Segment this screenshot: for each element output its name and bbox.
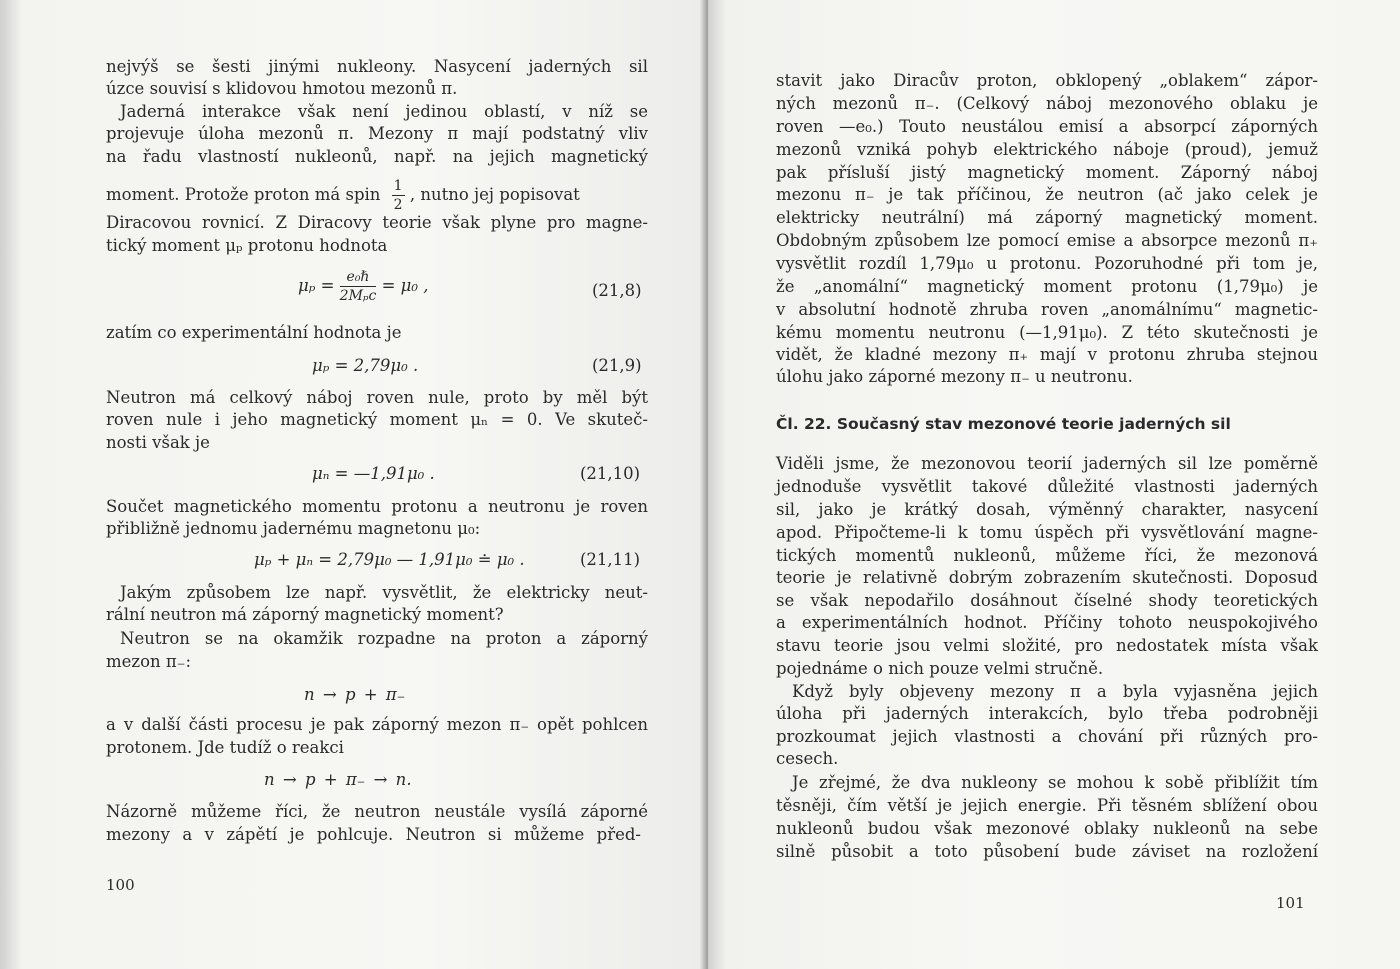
text-line: stavu teorie jsou velmi složité, pro nedostatek místa však xyxy=(776,636,1318,655)
text-line: nejvýš se šesti jinými nukleony. Nasycení jaderných sil xyxy=(106,57,648,76)
fraction-one-half xyxy=(392,179,405,212)
text-line: roven nule i jeho magnetický moment μₙ = 0. Ve skuteč- xyxy=(106,410,648,429)
text-line: Když byly objeveny mezony π a byla vyjasněna jejich xyxy=(792,682,1318,701)
text-line: na řadu vlastností nukleonů, např. na jejich magnetický xyxy=(106,147,648,166)
section-heading: Čl. 22. Současný stav mezonové teorie jaderných sil xyxy=(776,415,1231,433)
text-line: projevuje úloha mezonů π. Mezony π mají podstatný vliv xyxy=(106,124,648,143)
text-line: jednoduše vysvětlit takové důležité vlastnosti jaderných xyxy=(776,477,1318,496)
eq-rhs: = μ₀ , xyxy=(381,276,429,295)
text-line: mezonů vzniká pohyb elektrického náboje (proud), jemuž xyxy=(776,140,1318,159)
fraction-numerator: 1 xyxy=(393,178,403,194)
text-line: Názorně můžeme říci, že neutron neustále vysílá záporné xyxy=(106,802,648,821)
text-line: vidět, že kladné mezony π₊ mají v protonu zhruba stejnou xyxy=(776,345,1318,364)
text-line: elektricky neutrální) má záporný magnetický moment. xyxy=(776,208,1318,227)
text-line: cesech. xyxy=(776,749,839,768)
text-fragment: , nutno jej popisovat xyxy=(409,185,580,204)
text-line: rální neutron má záporný magnetický moment? xyxy=(106,605,504,624)
text-line: že „anomální“ magnetický moment protonu (1,79μ₀) je xyxy=(776,277,1318,296)
text-line: mezony a v zápětí je pohlcuje. Neutron si můžeme před- xyxy=(106,825,641,844)
text-line: teorie je relativně dobrým zobrazením skutečnosti. Doposud xyxy=(776,568,1318,587)
equation-number: (21,9) xyxy=(592,356,642,375)
eq-fraction xyxy=(340,270,377,303)
text-line: úloha při jaderných interakcích, bylo třeba podrobněji xyxy=(776,704,1318,723)
text-line: ných mezonů π₋. (Celkový náboj mezonového oblaku je xyxy=(776,94,1318,113)
text-line: nosti však je xyxy=(106,433,210,452)
eq-lhs: μₚ = xyxy=(298,276,335,295)
text-line: Jaderná interakce však není jedinou oblastí, v níž se xyxy=(120,102,648,121)
text-line: Obdobným způsobem lze pomocí emise a absorpce mezonů π₊ xyxy=(776,231,1318,250)
reaction-2: n → p + π₋ → n. xyxy=(264,770,412,789)
equation-21-11: μₚ + μₙ = 2,79μ₀ — 1,91μ₀ ≐ μ₀ . xyxy=(254,550,525,569)
text-line: Viděli jsme, že mezonovou teorií jaderných sil lze poměrně xyxy=(776,454,1318,473)
text-line: roven —e₀.) Touto neustálou emisí a absorpcí záporných xyxy=(776,117,1318,136)
text-line: Součet magnetického momentu protonu a neutronu je roven xyxy=(106,497,648,516)
text-line: silně působit a toto působení bude záviset na rozložení xyxy=(776,842,1318,861)
text-line: Neutron má celkový náboj roven nule, proto by měl být xyxy=(106,388,648,407)
text-line: Diracovou rovnicí. Z Diracovy teorie však plyne pro magne- xyxy=(106,213,648,232)
text-line: úlohu jako záporné mezony π₋ u neutronu. xyxy=(776,367,1133,386)
page-number: 101 xyxy=(1276,894,1305,912)
text-line: pojednáme o nich pouze velmi stručně. xyxy=(776,659,1104,678)
page-number: 100 xyxy=(106,876,135,894)
eq-numerator: e₀ℏ xyxy=(340,270,377,287)
equation-number: (21,11) xyxy=(580,550,641,569)
text-line: a v další části procesu je pak záporný mezon π₋ opět pohlcen xyxy=(106,715,648,734)
right-page xyxy=(708,0,1400,969)
fraction-denominator: 2 xyxy=(393,197,403,213)
text-line xyxy=(106,179,580,212)
text-line: pak přísluší jistý magnetický moment. Záporný náboj xyxy=(776,163,1318,182)
text-line: nukleonů budou však mezonové oblaky nukleonů na sebe xyxy=(776,819,1318,838)
text-line: vysvětlit rozdíl 1,79μ₀ u protonu. Pozoruhodné při tom je, xyxy=(776,254,1318,273)
text-line: úzce souvisí s klidovou hmotou mezonů π. xyxy=(106,79,458,98)
text-line: zatím co experimentální hodnota je xyxy=(106,323,402,342)
text-line: se však nepodařilo dosáhnout číselné shody teoretických xyxy=(776,591,1318,610)
equation-21-9: μₚ = 2,79μ₀ . xyxy=(312,356,419,375)
text-line: tických momentů nukleonů, můžeme říci, že mezonová xyxy=(776,546,1318,565)
text-line: sil, jako je krátký dosah, výměnný charakter, nasycení xyxy=(776,500,1318,519)
text-line: prozkoumat jejich vlastnosti a chování při různých pro- xyxy=(776,727,1318,746)
text-line: apod. Připočteme-li k tomu úspěch při vysvětlování magne- xyxy=(776,523,1318,542)
text-line: v absolutní hodnotě zhruba roven „anomálnímu“ magnetic- xyxy=(776,300,1318,319)
equation-number: (21,8) xyxy=(592,281,642,300)
text-line: mezonu π₋ je tak příčinou, že neutron (ač jako celek je xyxy=(776,185,1318,204)
text-line: těsněji, čím větší je jejich energie. Při těsném sblížení obou xyxy=(776,796,1318,815)
equation-number: (21,10) xyxy=(580,464,641,483)
text-line: kému momentu neutronu (—1,91μ₀). Z této skutečnosti je xyxy=(776,323,1318,342)
text-fragment: moment. Protože proton má spin xyxy=(106,185,381,204)
reaction-1: n → p + π₋ xyxy=(304,685,406,704)
text-line: Neutron se na okamžik rozpadne na proton a záporný xyxy=(120,629,648,648)
text-line: přibližně jednomu jadernému magnetonu μ₀: xyxy=(106,519,481,538)
text-line: Jakým způsobem lze např. vysvětlit, že elektricky neut- xyxy=(120,583,648,602)
text-line: a experimentálních hodnot. Příčiny tohoto neuspokojivého xyxy=(776,613,1318,632)
eq-denominator: 2Mₚc xyxy=(339,288,377,304)
text-line: protonem. Jde tudíž o reakci xyxy=(106,738,344,757)
text-line: stavit jako Diracův proton, obklopený „oblakem“ zápor- xyxy=(776,71,1318,90)
text-line: mezon π₋: xyxy=(106,652,192,671)
equation-21-8 xyxy=(298,270,429,303)
text-line: Je zřejmé, že dva nukleony se mohou k sobě přiblížit tím xyxy=(792,773,1318,792)
equation-21-10: μₙ = —1,91μ₀ . xyxy=(312,464,435,483)
text-line: tický moment μₚ protonu hodnota xyxy=(106,236,388,255)
